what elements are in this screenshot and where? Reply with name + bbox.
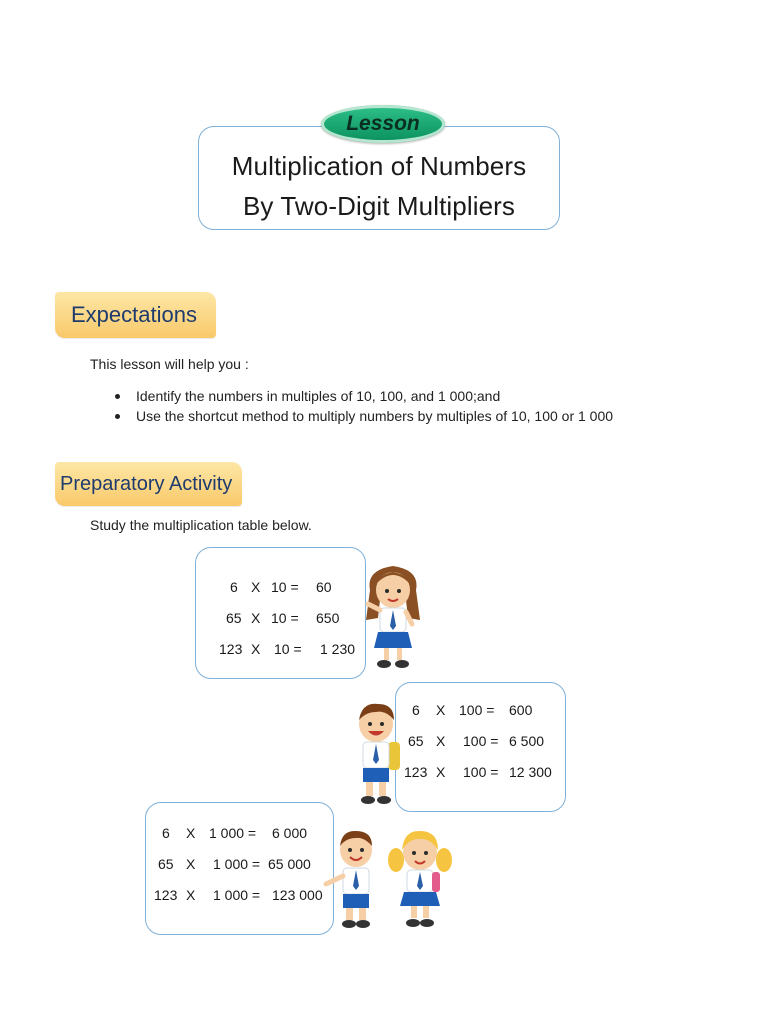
multiplier: 100 = xyxy=(459,702,495,718)
expectations-heading: Expectations xyxy=(55,292,216,338)
factor: 123 xyxy=(404,764,428,780)
multiplier: 100 = xyxy=(463,764,499,780)
factor: 65 xyxy=(408,733,424,749)
multiplication-box-100 xyxy=(395,682,566,812)
multiplier: 100 = xyxy=(463,733,499,749)
times-sign: X xyxy=(251,579,261,595)
multiplier: 10 = xyxy=(274,641,302,657)
table-row xyxy=(196,610,367,630)
product: 6 000 xyxy=(272,825,308,841)
product: 600 xyxy=(509,702,533,718)
product: 60 xyxy=(316,579,332,595)
expectations-list xyxy=(113,386,673,426)
title-line-2: By Two-Digit Multipliers xyxy=(242,191,516,221)
multiplier: 10 = xyxy=(271,610,299,626)
preparatory-intro: Study the multiplication table below. xyxy=(90,517,312,533)
product: 12 300 xyxy=(509,764,552,780)
list-item: Identify the numbers in multiples of 10, 100, and 1 000;and xyxy=(113,386,673,406)
factor: 6 xyxy=(412,702,420,718)
product: 123 000 xyxy=(272,887,323,903)
times-sign: X xyxy=(436,702,446,718)
times-sign: X xyxy=(186,856,196,872)
preparatory-heading: Preparatory Activity xyxy=(55,462,242,506)
expectations-intro: This lesson will help you : xyxy=(90,356,249,372)
girl-illustration xyxy=(360,560,426,672)
title-line-1: Multiplication of Numbers xyxy=(231,151,527,181)
times-sign: X xyxy=(436,733,446,749)
factor: 6 xyxy=(162,825,170,841)
product: 650 xyxy=(316,610,340,626)
factor: 65 xyxy=(226,610,242,626)
table-row xyxy=(196,579,367,599)
factor: 123 xyxy=(154,887,178,903)
girl-illustration xyxy=(386,826,454,932)
product: 65 000 xyxy=(268,856,311,872)
times-sign: X xyxy=(186,887,196,903)
boy-illustration xyxy=(322,826,384,932)
multiplier: 10 = xyxy=(271,579,299,595)
times-sign: X xyxy=(186,825,196,841)
times-sign: X xyxy=(251,610,261,626)
factor: 6 xyxy=(230,579,238,595)
table-row xyxy=(146,825,335,845)
table-row xyxy=(396,702,567,722)
times-sign: X xyxy=(251,641,261,657)
factor: 65 xyxy=(158,856,174,872)
times-sign: X xyxy=(436,764,446,780)
table-row xyxy=(396,733,567,753)
multiplier: 1 000 = xyxy=(213,856,261,872)
product: 6 500 xyxy=(509,733,545,749)
multiplier: 1 000 = xyxy=(213,887,261,903)
list-item: Use the shortcut method to multiply numbers by multiples of 10, 100 or 1 000 xyxy=(113,406,656,426)
lesson-badge: Lesson xyxy=(321,105,445,143)
multiplier: 1 000 = xyxy=(209,825,257,841)
factor: 123 xyxy=(219,641,243,657)
boy-illustration xyxy=(350,698,406,810)
product: 1 230 xyxy=(320,641,356,657)
multiplication-box-10 xyxy=(195,547,366,679)
table-row xyxy=(146,887,335,907)
table-row xyxy=(196,641,367,661)
table-row xyxy=(146,856,335,876)
table-row xyxy=(396,764,567,784)
multiplication-box-1000 xyxy=(145,802,334,935)
